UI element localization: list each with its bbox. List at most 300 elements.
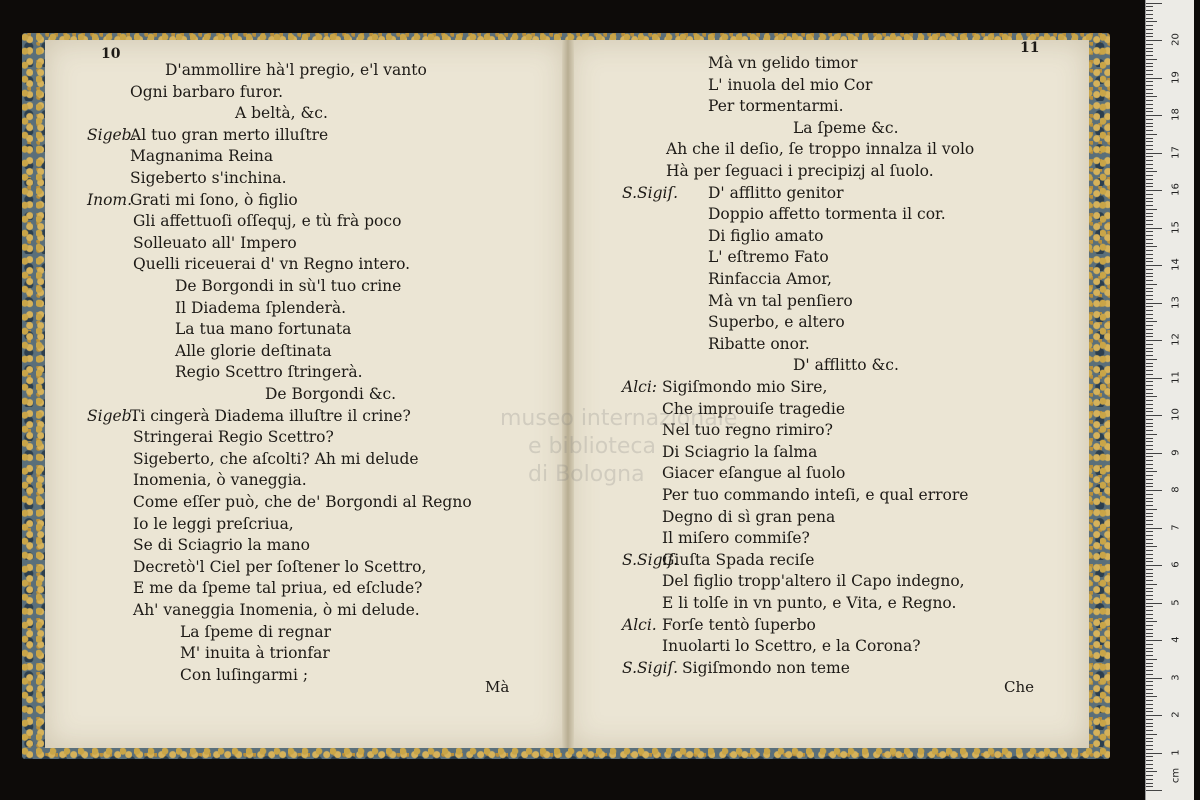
ruler-tick bbox=[1146, 18, 1153, 19]
ruler-tick bbox=[1146, 614, 1153, 615]
ruler-tick bbox=[1146, 576, 1153, 577]
ruler-tick bbox=[1146, 494, 1153, 495]
ruler-tick bbox=[1146, 715, 1162, 716]
ruler-tick bbox=[1146, 6, 1153, 7]
verse-line: A beltà, &c. bbox=[235, 104, 328, 123]
ruler-number: 16 bbox=[1170, 183, 1182, 196]
verse-line: Sigeberto, che aſcolti? Ah mi delude bbox=[133, 449, 419, 468]
ruler-tick bbox=[1146, 269, 1153, 270]
ruler-tick bbox=[1146, 565, 1162, 566]
ruler-number: 4 bbox=[1170, 636, 1182, 643]
ruler-tick bbox=[1146, 666, 1153, 667]
ruler-tick bbox=[1146, 700, 1153, 701]
ruler-tick bbox=[1146, 449, 1153, 450]
ruler-tick bbox=[1146, 599, 1153, 600]
ruler-tick bbox=[1146, 689, 1153, 690]
speaker-label: S.Sigiſ. bbox=[622, 658, 679, 677]
ruler-tick bbox=[1146, 404, 1153, 405]
ruler-tick bbox=[1146, 250, 1153, 251]
ruler-tick bbox=[1146, 543, 1153, 544]
ruler-tick bbox=[1146, 445, 1153, 446]
verse-line: Magnanima Reina bbox=[130, 147, 274, 166]
ruler-tick bbox=[1146, 374, 1153, 375]
ruler-tick bbox=[1146, 70, 1153, 71]
ruler-tick bbox=[1146, 681, 1153, 682]
verse-line: Mà vn tal penſiero bbox=[708, 291, 853, 310]
ruler-tick bbox=[1146, 486, 1153, 487]
ruler-tick bbox=[1146, 513, 1153, 514]
ruler-tick bbox=[1146, 768, 1153, 769]
ruler-tick bbox=[1146, 621, 1157, 622]
ruler-tick bbox=[1146, 370, 1153, 371]
verse-line: D'ammollire hà'l pregio, e'l vanto bbox=[165, 61, 427, 79]
watermark bbox=[500, 405, 737, 489]
ruler-tick bbox=[1146, 603, 1162, 604]
ruler-tick bbox=[1146, 441, 1153, 442]
ruler-tick bbox=[1146, 400, 1153, 401]
ruler-tick bbox=[1146, 644, 1153, 645]
ruler-tick bbox=[1146, 265, 1162, 266]
verse-line: Regio Scettro ſtringerà. bbox=[175, 363, 363, 382]
verse-line: Ah che il deſio, ſe troppo innalza il volo bbox=[666, 140, 975, 159]
ruler-tick bbox=[1146, 138, 1153, 139]
ruler-tick bbox=[1146, 171, 1157, 172]
ruler-tick bbox=[1146, 44, 1153, 45]
ruler-tick bbox=[1146, 273, 1153, 274]
ruler-tick bbox=[1146, 790, 1162, 791]
ruler-tick bbox=[1146, 33, 1153, 34]
ruler-tick bbox=[1146, 348, 1153, 349]
ruler-tick bbox=[1146, 359, 1157, 360]
verse-line: Rinfaccia Amor, bbox=[708, 270, 832, 288]
verse-line: Solleuato all' Impero bbox=[133, 233, 297, 252]
ruler-tick bbox=[1146, 618, 1153, 619]
ruler-tick bbox=[1146, 775, 1153, 776]
ruler-tick bbox=[1146, 385, 1153, 386]
left-page-number: 10 bbox=[101, 46, 121, 62]
ruler-tick bbox=[1146, 423, 1153, 424]
ruler-tick bbox=[1146, 366, 1153, 367]
speaker-label: S.Sigiſ. bbox=[622, 183, 679, 202]
ruler-tick bbox=[1146, 340, 1162, 341]
ruler-tick bbox=[1146, 325, 1153, 326]
ruler-tick bbox=[1146, 14, 1153, 15]
ruler-tick bbox=[1146, 771, 1157, 772]
verse-line: Giuſta Spada reciſe bbox=[662, 550, 815, 569]
ruler-tick bbox=[1146, 85, 1153, 86]
verse-line: Forſe tentò ſuperbo bbox=[662, 615, 816, 634]
ruler-tick bbox=[1146, 329, 1153, 330]
ruler-tick bbox=[1146, 134, 1157, 135]
ruler-tick bbox=[1146, 528, 1162, 529]
ruler-tick bbox=[1146, 584, 1157, 585]
speaker-label: Sigeb. bbox=[87, 406, 137, 425]
ruler-tick bbox=[1146, 633, 1153, 634]
ruler-tick bbox=[1146, 168, 1153, 169]
ruler-tick bbox=[1146, 430, 1153, 431]
ruler-tick bbox=[1146, 415, 1162, 416]
watermark-line: museo internazionale bbox=[500, 406, 738, 431]
verse-line: Io le leggi preſcriua, bbox=[133, 514, 294, 533]
ruler-tick bbox=[1146, 610, 1153, 611]
ruler-tick bbox=[1146, 220, 1153, 221]
ruler-tick bbox=[1146, 336, 1153, 337]
ruler-tick bbox=[1146, 104, 1153, 105]
verse-line: E li tolſe in vn punto, e Vita, e Regno. bbox=[662, 594, 957, 612]
ruler-tick bbox=[1146, 186, 1153, 187]
verse-line: La ſpeme &c. bbox=[793, 118, 899, 137]
verse-line: E me da ſpeme tal priua, ed eſclude? bbox=[133, 579, 423, 598]
speaker-label: Alci. bbox=[622, 615, 657, 634]
right-catchword: Che bbox=[1004, 678, 1035, 696]
ruler-tick bbox=[1146, 753, 1162, 754]
verse-line: Sigeberto s'inchina. bbox=[130, 169, 287, 187]
ruler-tick bbox=[1146, 531, 1153, 532]
ruler-tick bbox=[1146, 591, 1153, 592]
ruler-tick bbox=[1146, 363, 1153, 364]
ruler-tick bbox=[1146, 29, 1153, 30]
ruler-number: 2 bbox=[1170, 711, 1182, 718]
ruler-tick bbox=[1146, 685, 1153, 686]
ruler-tick bbox=[1146, 378, 1162, 379]
ruler-tick bbox=[1146, 59, 1157, 60]
verse-line: Mà vn gelido timor bbox=[708, 54, 858, 72]
verse-line: Degno di sì gran pena bbox=[662, 507, 836, 526]
ruler-tick bbox=[1146, 216, 1153, 217]
ruler-tick bbox=[1146, 453, 1162, 454]
ruler-tick bbox=[1146, 239, 1153, 240]
verse-line: La ſpeme di regnar bbox=[180, 622, 332, 641]
ruler-tick bbox=[1146, 111, 1153, 112]
ruler-tick bbox=[1146, 254, 1153, 255]
ruler-tick bbox=[1146, 723, 1153, 724]
ruler-tick bbox=[1146, 708, 1153, 709]
ruler-tick bbox=[1146, 520, 1153, 521]
ruler-tick bbox=[1146, 115, 1162, 116]
verse-line: Il Diadema ſplenderà. bbox=[175, 298, 347, 317]
ruler-tick bbox=[1146, 78, 1162, 79]
verse-line: L' inuola del mio Cor bbox=[708, 75, 873, 94]
ruler-tick bbox=[1146, 438, 1153, 439]
ruler-tick bbox=[1146, 36, 1153, 37]
ruler-tick bbox=[1146, 321, 1157, 322]
ruler-tick bbox=[1146, 213, 1153, 214]
ruler-tick bbox=[1146, 108, 1153, 109]
ruler-tick bbox=[1146, 678, 1162, 679]
ruler-number: 7 bbox=[1170, 523, 1182, 531]
ruler-tick bbox=[1146, 479, 1153, 480]
ruler-tick bbox=[1146, 696, 1157, 697]
ruler-tick bbox=[1146, 426, 1153, 427]
ruler-tick bbox=[1146, 539, 1153, 540]
ruler-tick bbox=[1146, 670, 1153, 671]
verse-line: Stringerai Regio Scettro? bbox=[133, 428, 334, 447]
ruler-tick bbox=[1146, 408, 1153, 409]
verse-line: Sigiſmondo mio Sire, bbox=[662, 378, 828, 396]
ruler-number: 10 bbox=[1170, 408, 1182, 421]
verse-line: La tua mano fortunata bbox=[175, 320, 352, 339]
ruler-number: 13 bbox=[1170, 295, 1182, 309]
ruler-tick bbox=[1146, 693, 1153, 694]
ruler-number: 9 bbox=[1170, 448, 1182, 456]
ruler-number: 18 bbox=[1170, 108, 1182, 121]
ruler-tick bbox=[1146, 314, 1153, 315]
verse-line: Hà per ſeguaci i precipizj al ſuolo. bbox=[666, 162, 934, 180]
ruler-tick bbox=[1146, 760, 1153, 761]
ruler-tick bbox=[1146, 81, 1153, 82]
ruler-tick bbox=[1146, 355, 1153, 356]
ruler-tick bbox=[1146, 588, 1153, 589]
verse-line: Quelli riceuerai d' vn Regno intero. bbox=[133, 255, 411, 274]
ruler-tick bbox=[1146, 490, 1162, 491]
right-page-number: 11 bbox=[1020, 40, 1040, 56]
verse-line: D' afflitto genitor bbox=[708, 183, 844, 202]
ruler-tick bbox=[1146, 228, 1162, 229]
ruler-tick bbox=[1146, 471, 1157, 472]
verse-line: Di Sciagrio la ſalma bbox=[662, 442, 818, 461]
verse-line: Inuolarti lo Scettro, e la Corona? bbox=[662, 637, 921, 656]
verse-line: De Borgondi &c. bbox=[265, 385, 397, 403]
ruler-tick bbox=[1146, 63, 1153, 64]
ruler-tick bbox=[1146, 636, 1153, 637]
ruler-tick bbox=[1146, 629, 1153, 630]
verse-line: Che improuiſe tragedie bbox=[662, 399, 846, 418]
ruler-tick bbox=[1146, 640, 1162, 641]
ruler-tick bbox=[1146, 130, 1153, 131]
ruler-number: 1 bbox=[1170, 748, 1182, 756]
ruler-tick bbox=[1146, 738, 1153, 739]
ruler-tick bbox=[1146, 303, 1162, 304]
verse-line: Inomenia, ò vaneggia. bbox=[133, 471, 307, 490]
ruler-tick bbox=[1146, 561, 1153, 562]
ruler-tick bbox=[1146, 606, 1153, 607]
ruler-number: 12 bbox=[1170, 333, 1182, 346]
ruler-tick bbox=[1146, 291, 1153, 292]
verse-line: Per tormentarmi. bbox=[708, 97, 844, 116]
ruler-tick bbox=[1146, 179, 1153, 180]
ruler-tick bbox=[1146, 21, 1157, 22]
verse-line: Gli affettuoſi oſſequj, e tù frà poco bbox=[133, 212, 402, 231]
ruler-tick bbox=[1146, 468, 1153, 469]
ruler-tick bbox=[1146, 749, 1153, 750]
verse-line: Ribatte onor. bbox=[708, 334, 810, 353]
verse-line: Con luſingarmi ; bbox=[180, 665, 309, 684]
ruler-tick bbox=[1146, 276, 1153, 277]
ruler-tick bbox=[1146, 224, 1153, 225]
ruler-tick bbox=[1146, 295, 1153, 296]
ruler-tick bbox=[1146, 175, 1153, 176]
ruler-tick bbox=[1146, 66, 1153, 67]
ruler-tick bbox=[1146, 55, 1153, 56]
ruler-tick bbox=[1146, 205, 1153, 206]
ruler-tick bbox=[1146, 434, 1157, 435]
ruler-tick bbox=[1146, 299, 1153, 300]
ruler-tick bbox=[1146, 183, 1153, 184]
ruler-tick bbox=[1146, 389, 1153, 390]
ruler-tick bbox=[1146, 456, 1153, 457]
ruler-tick bbox=[1146, 464, 1153, 465]
verse-line: Al tuo gran merto illuſtre bbox=[130, 125, 329, 144]
ruler-tick bbox=[1146, 550, 1153, 551]
verse-line: L' eſtremo Fato bbox=[708, 248, 829, 267]
verse-line: Ti cingerà Diadema illuſtre il crine? bbox=[130, 406, 411, 425]
book-gutter bbox=[562, 40, 574, 748]
ruler-tick bbox=[1146, 509, 1157, 510]
verse-line: Decretò'l Ciel per ſoſtener lo Scettro, bbox=[133, 557, 427, 576]
ruler-tick bbox=[1146, 10, 1153, 11]
ruler-tick bbox=[1146, 655, 1153, 656]
ruler-tick bbox=[1146, 745, 1153, 746]
ruler-tick bbox=[1146, 460, 1153, 461]
ruler-tick bbox=[1146, 501, 1153, 502]
ruler-tick bbox=[1146, 40, 1162, 41]
ruler-tick bbox=[1146, 96, 1157, 97]
ruler-tick bbox=[1146, 734, 1157, 735]
ruler-tick bbox=[1146, 730, 1153, 731]
verse-line: De Borgondi in sù'l tuo crine bbox=[175, 277, 402, 295]
ruler-tick bbox=[1146, 505, 1153, 506]
verse-line: Giacer eſangue al ſuolo bbox=[662, 464, 846, 483]
ruler-tick bbox=[1146, 258, 1153, 259]
ruler-tick bbox=[1146, 306, 1153, 307]
ruler-tick bbox=[1146, 674, 1153, 675]
ruler-tick bbox=[1146, 535, 1153, 536]
speaker-label: Sigeb. bbox=[87, 125, 137, 144]
ruler-tick bbox=[1146, 659, 1157, 660]
left-page bbox=[45, 40, 567, 748]
verse-line: Del figlio tropp'altero il Capo indegno, bbox=[662, 572, 965, 591]
ruler-tick bbox=[1146, 554, 1153, 555]
ruler-tick bbox=[1146, 261, 1153, 262]
speaker-label: Inom. bbox=[87, 190, 133, 209]
verse-line: Se di Sciagrio la mano bbox=[133, 536, 310, 555]
ruler-tick bbox=[1146, 569, 1153, 570]
ruler-tick bbox=[1146, 333, 1153, 334]
ruler-number: 6 bbox=[1170, 561, 1182, 568]
ruler-tick bbox=[1146, 246, 1157, 247]
ruler-tick bbox=[1146, 235, 1153, 236]
ruler-tick bbox=[1146, 156, 1153, 157]
ruler-tick bbox=[1146, 498, 1153, 499]
ruler-tick bbox=[1146, 396, 1157, 397]
verse-line: Superbo, e altero bbox=[708, 313, 845, 332]
verse-line: Come eſſer può, che de' Borgondi al Regno bbox=[133, 493, 472, 511]
ruler-tick bbox=[1146, 288, 1153, 289]
ruler-tick bbox=[1146, 51, 1153, 52]
ruler-tick bbox=[1146, 280, 1153, 281]
ruler-unit: cm bbox=[1170, 767, 1182, 784]
left-catchword: Mà bbox=[485, 678, 510, 696]
ruler-number: 20 bbox=[1170, 33, 1182, 46]
ruler-tick bbox=[1146, 558, 1153, 559]
ruler-tick bbox=[1146, 160, 1153, 161]
ruler-tick bbox=[1146, 726, 1153, 727]
ruler-tick bbox=[1146, 711, 1153, 712]
ruler-tick bbox=[1146, 625, 1153, 626]
verse-line: Ah' vaneggia Inomenia, ò mi delude. bbox=[133, 601, 420, 619]
ruler-tick bbox=[1146, 119, 1153, 120]
verse-line: Il miſero commiſe? bbox=[662, 529, 810, 548]
ruler-tick bbox=[1146, 209, 1157, 210]
ruler-tick bbox=[1146, 190, 1162, 191]
ruler-tick bbox=[1146, 153, 1162, 154]
verse-line: Ogni barbaro furor. bbox=[130, 82, 283, 101]
ruler-tick bbox=[1146, 310, 1153, 311]
ruler-tick bbox=[1146, 648, 1153, 649]
ruler-tick bbox=[1146, 149, 1153, 150]
ruler-tick bbox=[1146, 663, 1153, 664]
verse-line: Nel tuo regno rimiro? bbox=[662, 421, 833, 440]
ruler-tick bbox=[1146, 89, 1153, 90]
ruler-tick bbox=[1146, 595, 1153, 596]
ruler-tick bbox=[1146, 231, 1153, 232]
verse-line: Alle glorie deſtinata bbox=[175, 341, 332, 360]
ruler-number: 8 bbox=[1170, 486, 1182, 493]
ruler-tick bbox=[1146, 779, 1153, 780]
ruler-tick bbox=[1146, 786, 1153, 787]
ruler-tick bbox=[1146, 318, 1153, 319]
ruler-tick bbox=[1146, 194, 1153, 195]
ruler-tick bbox=[1146, 141, 1153, 142]
ruler-number: 17 bbox=[1170, 145, 1182, 159]
ruler-tick bbox=[1146, 381, 1153, 382]
ruler-tick bbox=[1146, 516, 1153, 517]
ruler-number: 19 bbox=[1170, 70, 1182, 84]
ruler-number: 5 bbox=[1170, 598, 1182, 606]
ruler-tick bbox=[1146, 243, 1153, 244]
ruler-tick bbox=[1146, 145, 1153, 146]
verse-line: Grati mi ſono, ò figlio bbox=[130, 190, 298, 209]
ruler-tick bbox=[1146, 524, 1153, 525]
watermark-line: di Bologna bbox=[528, 462, 645, 487]
verse-line: M' inuita à trionfar bbox=[180, 644, 330, 663]
measurement-ruler bbox=[1145, 0, 1194, 800]
ruler-tick bbox=[1146, 100, 1153, 101]
verse-line: Per tuo commando inteſi, e qual errore bbox=[662, 486, 969, 504]
ruler-tick bbox=[1146, 783, 1153, 784]
verse-line: Di figlio amato bbox=[708, 226, 824, 245]
ruler-number: 15 bbox=[1170, 220, 1182, 234]
ruler-number: 3 bbox=[1170, 673, 1182, 681]
ruler-tick bbox=[1146, 756, 1153, 757]
ruler-tick bbox=[1146, 419, 1153, 420]
ruler-tick bbox=[1146, 719, 1153, 720]
ruler-tick bbox=[1146, 25, 1153, 26]
ruler-tick bbox=[1146, 74, 1153, 75]
ruler-tick bbox=[1146, 48, 1153, 49]
ruler-tick bbox=[1146, 475, 1153, 476]
ruler-tick bbox=[1146, 123, 1153, 124]
ruler-tick bbox=[1146, 3, 1162, 4]
ruler-tick bbox=[1146, 126, 1153, 127]
right-page bbox=[568, 40, 1089, 748]
ruler-tick bbox=[1146, 764, 1153, 765]
ruler-tick bbox=[1146, 741, 1153, 742]
ruler-tick bbox=[1146, 411, 1153, 412]
ruler-number: 11 bbox=[1170, 370, 1182, 384]
verse-line: D' afflitto &c. bbox=[793, 356, 899, 375]
ruler-tick bbox=[1146, 546, 1157, 547]
ruler-tick bbox=[1146, 198, 1153, 199]
ruler-tick bbox=[1146, 351, 1153, 352]
ruler-tick bbox=[1146, 93, 1153, 94]
ruler-tick bbox=[1146, 580, 1153, 581]
ruler-tick bbox=[1146, 393, 1153, 394]
ruler-tick bbox=[1146, 651, 1153, 652]
ruler-tick bbox=[1146, 573, 1153, 574]
ruler-tick bbox=[1146, 201, 1153, 202]
ruler-tick bbox=[1146, 344, 1153, 345]
